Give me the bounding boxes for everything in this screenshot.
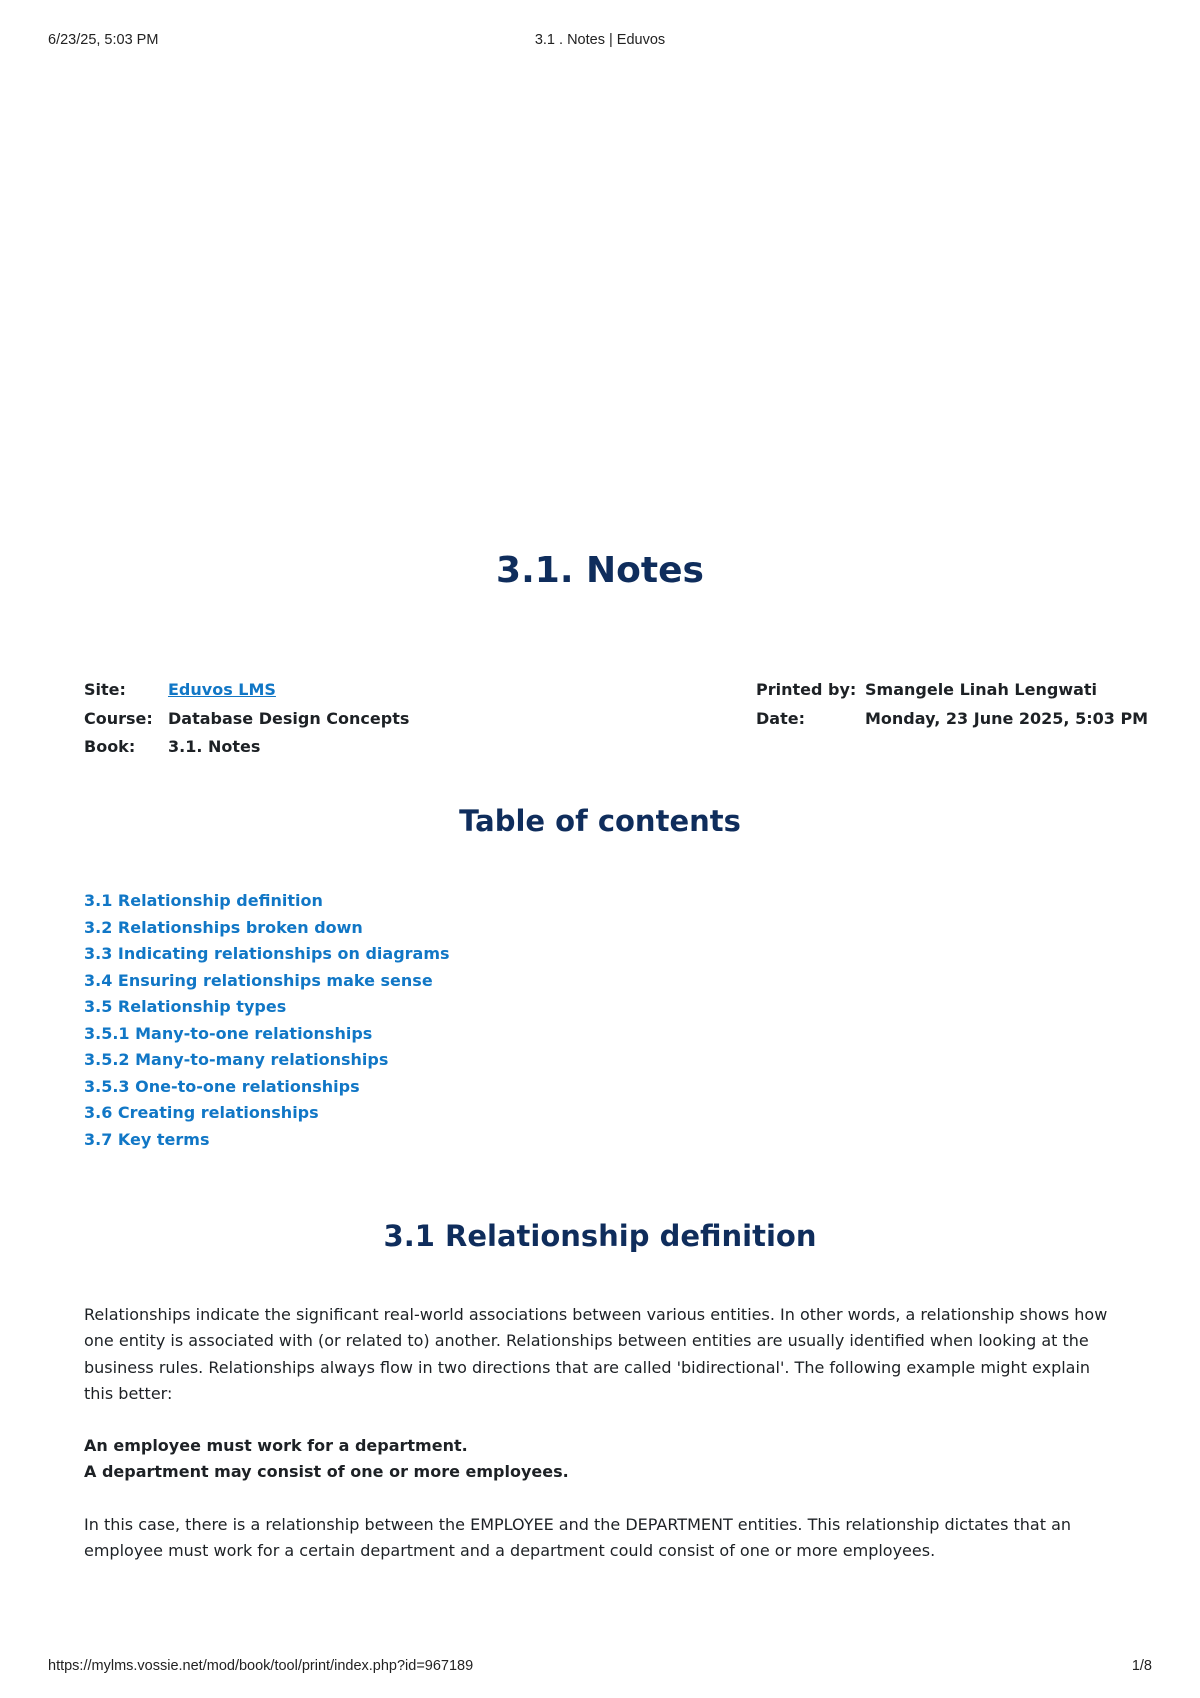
print-datetime: 6/23/25, 5:03 PM <box>48 32 159 48</box>
meta-row-book <box>84 737 409 766</box>
meta-book-value: 3.1. Notes <box>168 737 261 756</box>
book-title: 3.1. Notes <box>496 550 704 591</box>
meta-row-course <box>84 709 409 738</box>
explanation-paragraph: In this case, there is a relationship between the EMPLOYEE and the DEPARTMENT entities. This relationship dictates that an employee must work for a certain department and a department could consist of one or more employees. <box>84 1514 1072 1561</box>
toc-link-3-2[interactable]: 3.2 Relationships broken down <box>84 917 363 937</box>
toc-list <box>84 888 450 1153</box>
business-rules <box>84 1433 1124 1486</box>
business-rule-2: A department may consist of one or more employees. <box>84 1462 569 1482</box>
meta-row-printed-by <box>756 680 1148 709</box>
meta-book-label: Book: <box>84 737 136 756</box>
toc-item <box>84 994 450 1021</box>
meta-date-label: Date: <box>756 708 805 728</box>
book-meta-left <box>84 680 409 766</box>
site-link[interactable]: Eduvos LMS <box>168 680 276 699</box>
toc-item <box>84 1047 450 1074</box>
toc-item <box>84 941 450 968</box>
meta-course-value: Database Design Concepts <box>168 708 410 728</box>
page-number: 1/8 <box>1131 1658 1152 1674</box>
toc-link-3-3[interactable]: 3.3 Indicating relationships on diagrams <box>84 944 450 963</box>
meta-course-label: Course: <box>84 708 153 728</box>
toc-item <box>84 915 450 942</box>
meta-printed-by-value: Smangele Linah Lengwati <box>865 680 1098 699</box>
meta-site-label: Site: <box>84 680 126 699</box>
toc-link-3-5[interactable]: 3.5 Relationship types <box>84 997 287 1016</box>
print-page-title: 3.1 . Notes | Eduvos <box>534 32 666 48</box>
meta-row-date <box>756 709 1148 738</box>
section-content <box>84 1302 1124 1590</box>
toc-link-3-6[interactable]: 3.6 Creating relationships <box>84 1103 319 1122</box>
toc-link-3-4[interactable]: 3.4 Ensuring relationships make sense <box>84 970 433 990</box>
toc-item <box>84 1021 450 1048</box>
business-rule-1: An employee must work for a department. <box>84 1436 468 1456</box>
meta-printed-by-label: Printed by: <box>756 680 857 699</box>
toc-item <box>84 888 450 915</box>
toc-link-3-5-1[interactable]: 3.5.1 Many-to-one relationships <box>84 1023 373 1043</box>
toc-link-3-7[interactable]: 3.7 Key terms <box>84 1129 210 1149</box>
intro-paragraph: Relationships indicate the significant real-world associations between various entities. In other words, a relationship shows how one entity is associated with (or related to) another. Relationships between entities are usually identified when looking at the business rules. Relationships always flow in two directions that are called 'bidirectional'. The following example might explain this better: <box>84 1305 1108 1403</box>
toc-link-3-5-3[interactable]: 3.5.3 One-to-one relationships <box>84 1076 360 1096</box>
toc-link-3-1[interactable]: 3.1 Relationship definition <box>84 891 323 910</box>
book-meta-right <box>756 680 1148 737</box>
meta-date-value: Monday, 23 June 2025, 5:03 PM <box>865 708 1149 728</box>
section-heading: 3.1 Relationship definition <box>383 1219 817 1253</box>
toc-item <box>84 1074 450 1101</box>
toc-item <box>84 1100 450 1127</box>
toc-heading: Table of contents <box>459 804 741 838</box>
toc-item <box>84 968 450 995</box>
toc-item <box>84 1127 450 1154</box>
toc-link-3-5-2[interactable]: 3.5.2 Many-to-many relationships <box>84 1050 389 1069</box>
meta-row-site <box>84 680 409 709</box>
print-url: https://mylms.vossie.net/mod/book/tool/print/index.php?id=967189 <box>48 1658 474 1674</box>
